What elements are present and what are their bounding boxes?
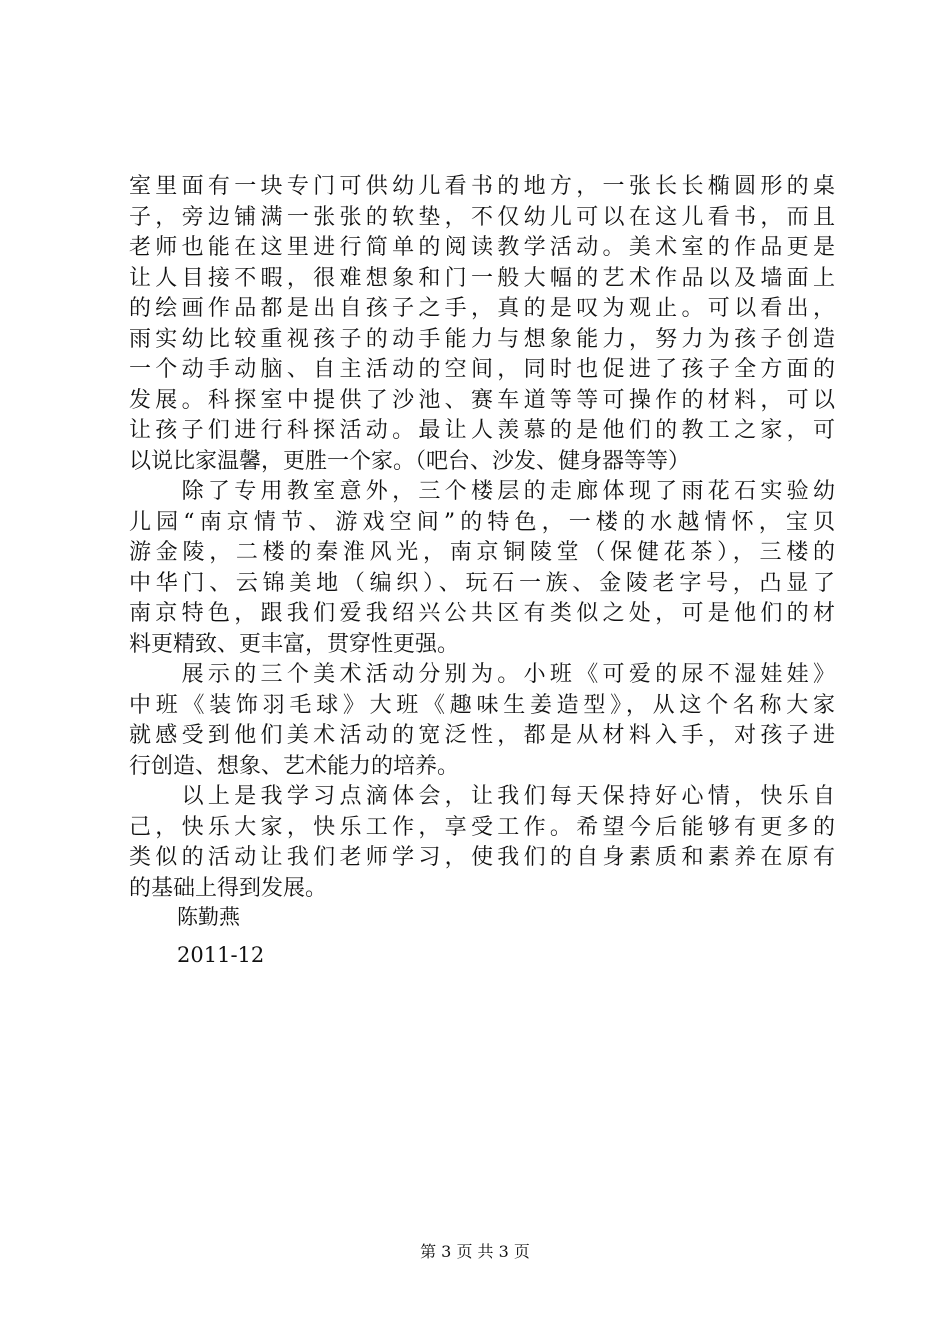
text-line: 雨实幼比较重视孩子的动手能力与想象能力，努力为孩子创造 [129, 326, 835, 352]
text-line: 料更精致、更丰富，贯穿性更强。 [129, 631, 460, 657]
text-line: 类似的活动让我们老师学习，使我们的自身素质和素养在原有 [129, 845, 835, 870]
signature-date: 2011-12 [177, 943, 265, 967]
text-line: 游金陵，二楼的秦淮风光，南京铜陵堂（保健花茶），三楼的 [129, 540, 835, 565]
text-line: 室里面有一块专门可供幼儿看书的地方，一张长长椭圆形的桌 [129, 174, 835, 199]
text-line: 就感受到他们美术活动的宽泛性，都是从材料入手，对孩子进 [129, 723, 835, 748]
text-line: 的绘画作品都是出自孩子之手，真的是叹为观止。可以看出， [129, 296, 835, 321]
text-line: 除了专用教室意外，三个楼层的走廊体现了雨花石实验幼 [129, 479, 835, 504]
text-line: 子，旁边铺满一张张的软垫，不仅幼儿可以在这儿看书，而且 [129, 204, 835, 230]
signature-name: 陈勤燕 [177, 905, 240, 929]
text-line: 让人目接不暇，很难想象和门一般大幅的艺术作品以及墙面上 [129, 265, 835, 291]
text-line: 以说比家温馨，更胜一个家。（吧台、沙发、健身器等等） [129, 448, 691, 474]
text-line: 让孩子们进行科探活动。最让人羡慕的是他们的教工之家，可 [129, 418, 835, 443]
text-line: 己，快乐大家，快乐工作，享受工作。希望今后能够有更多的 [129, 814, 835, 840]
text-line: 展示的三个美术活动分别为。小班《可爱的尿不湿娃娃》 [129, 662, 835, 687]
text-line: 一个动手动脑、自主活动的空间，同时也促进了孩子全方面的 [129, 357, 835, 382]
text-line: 行创造、想象、艺术能力的培养。 [129, 753, 460, 779]
text-line: 中班《装饰羽毛球》大班《趣味生姜造型》，从这个名称大家 [129, 692, 835, 718]
body-text [129, 172, 835, 904]
text-line: 南京特色，跟我们爱我绍兴公共区有类似之处，可是他们的材 [129, 601, 835, 626]
text-line: 发展。科探室中提供了沙池、赛车道等等可操作的材料，可以 [129, 387, 835, 413]
text-line: 儿园“南京情节、游戏空间”的特色，一楼的水越情怀，宝贝 [129, 509, 835, 535]
text-line: 中华门、云锦美地（编织）、玩石一族、金陵老字号，凸显了 [129, 570, 835, 596]
text-line: 以上是我学习点滴体会，让我们每天保持好心情，快乐自 [129, 784, 835, 809]
text-line: 的基础上得到发展。 [129, 875, 328, 901]
text-line: 老师也能在这里进行简单的阅读教学活动。美术室的作品更是 [129, 235, 835, 260]
page-number-footer: 第 3 页 共 3 页 [420, 1242, 530, 1261]
